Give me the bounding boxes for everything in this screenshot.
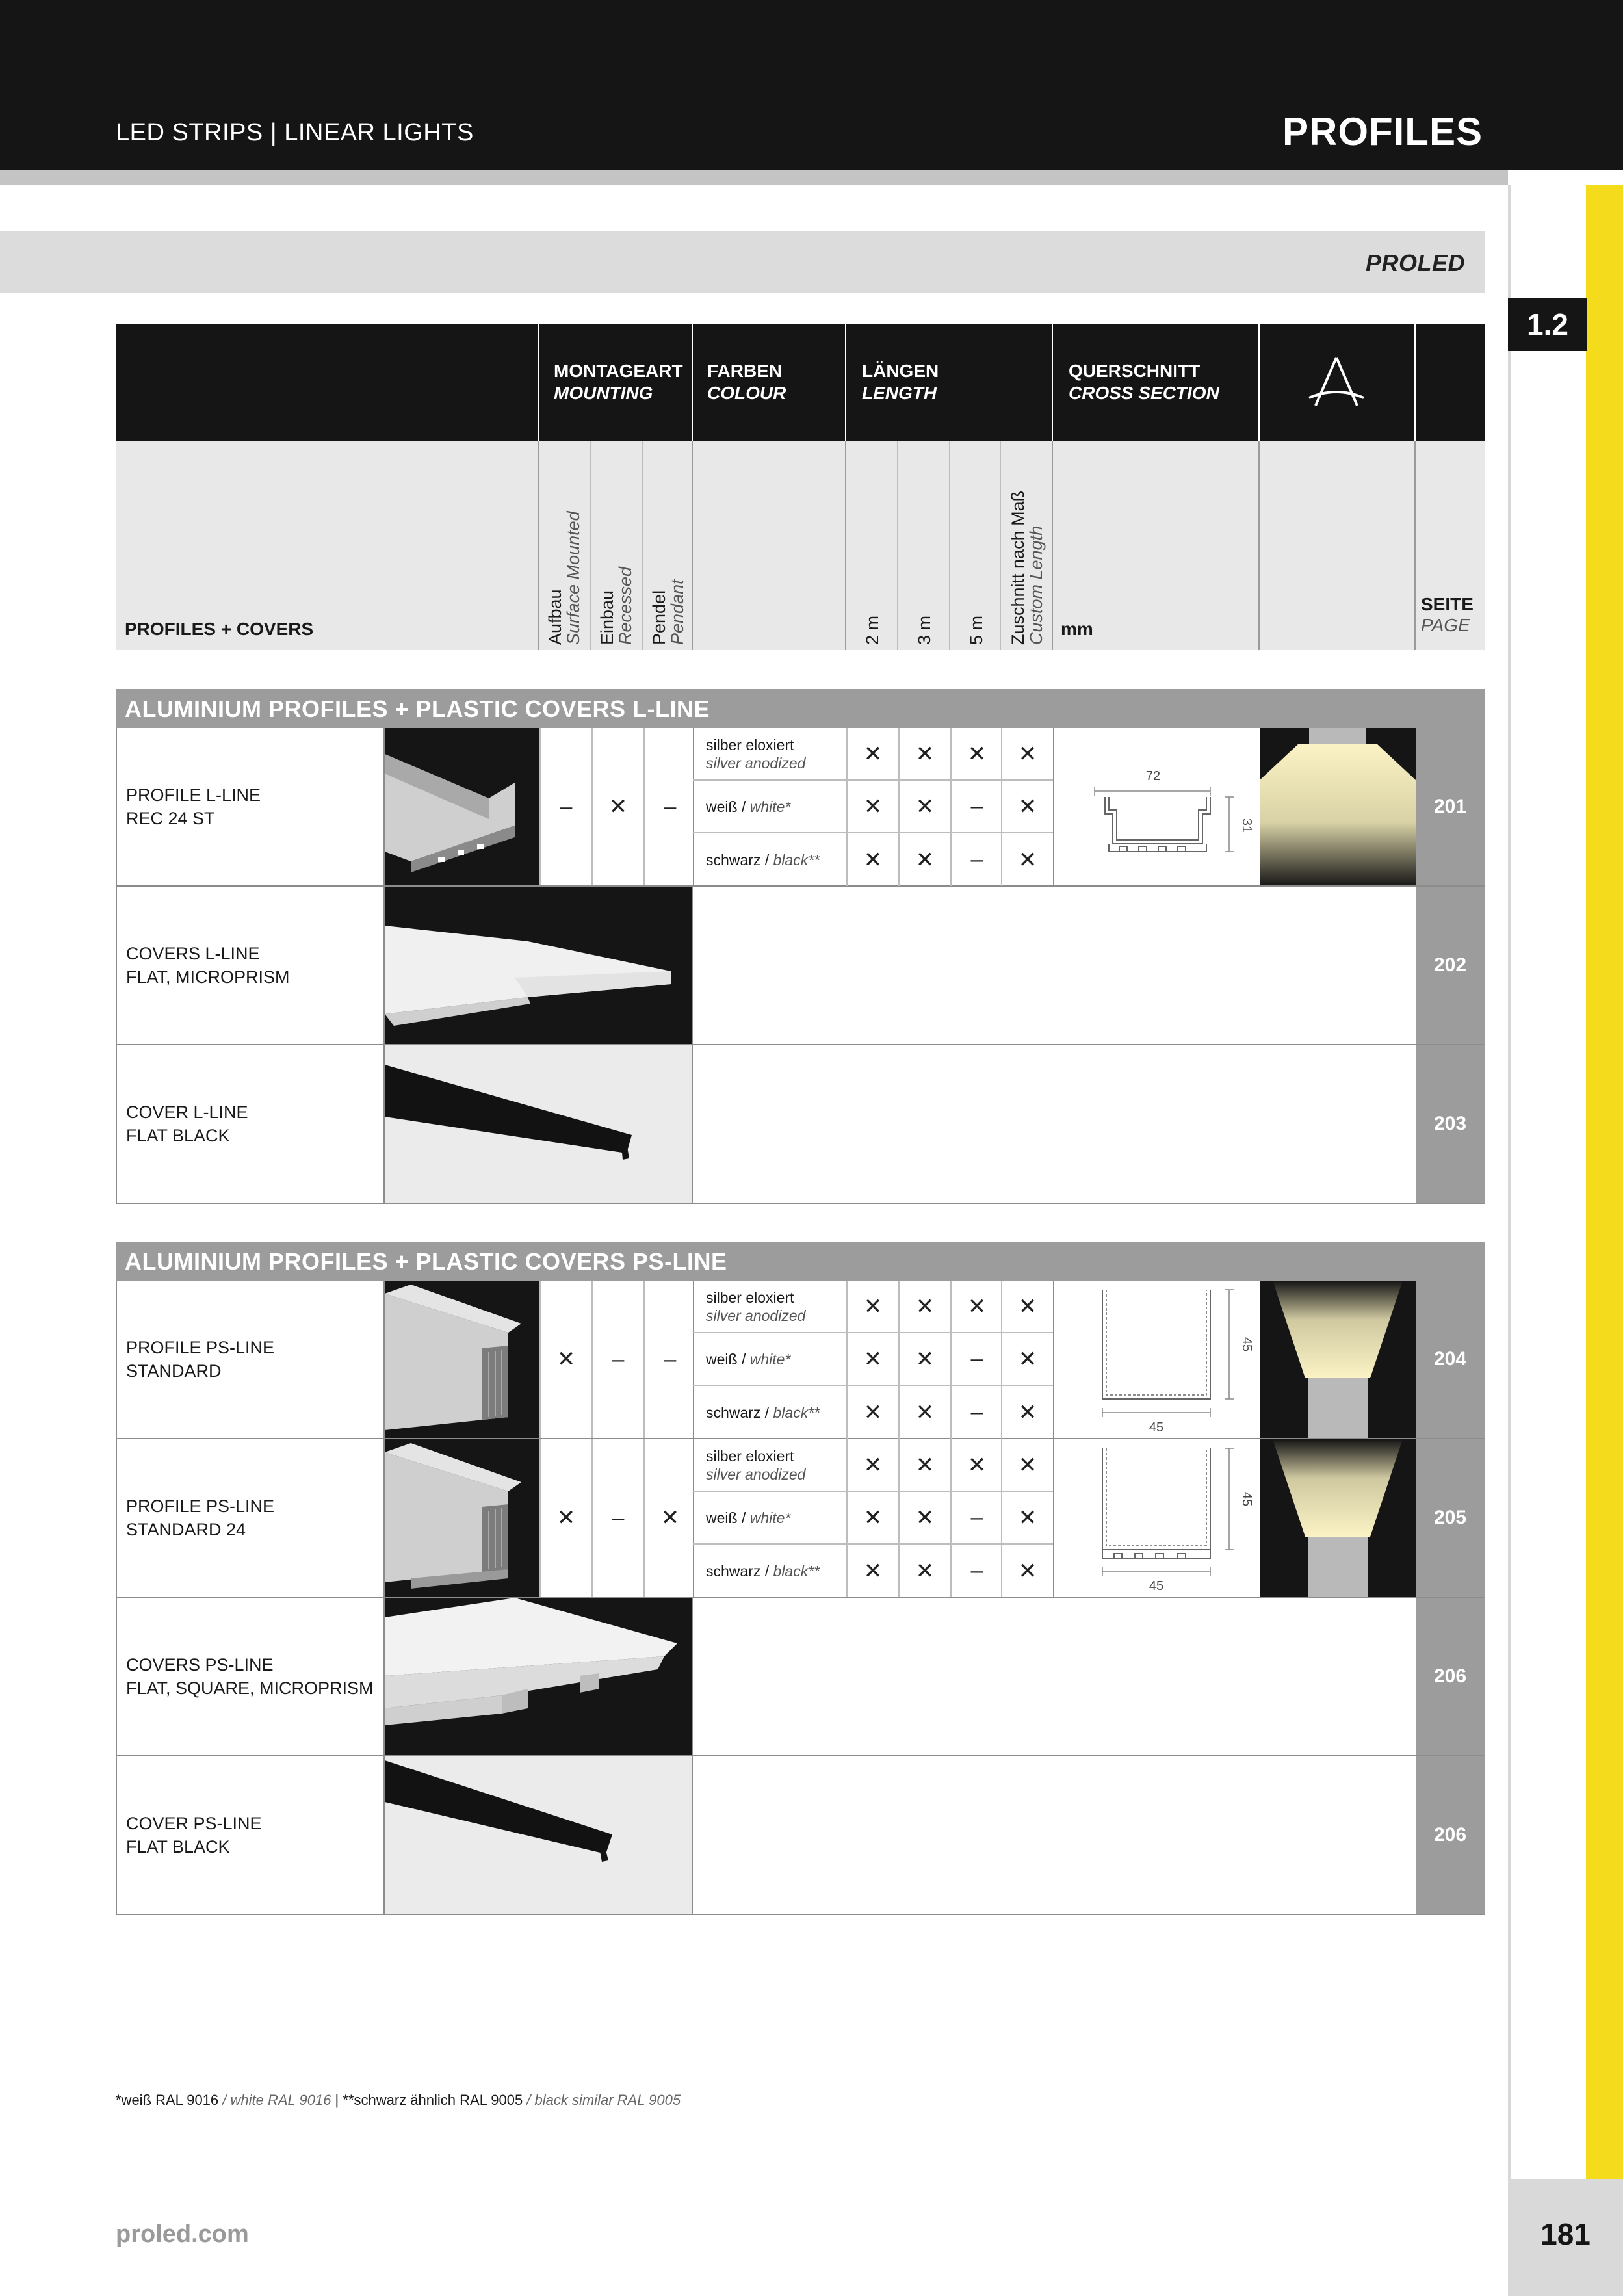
colour-row: schwarz / black** ✕ ✕ – ✕ — [693, 1545, 1053, 1597]
empty-details — [692, 887, 1416, 1044]
length-3m-label: 3 m — [915, 615, 934, 645]
product-photo — [383, 1045, 692, 1203]
mount-recessed: ✕ — [591, 728, 643, 885]
footer-website-link[interactable]: proled.com — [116, 2221, 249, 2248]
product-photo — [383, 1598, 692, 1755]
length-5m-label: 5 m — [967, 615, 986, 645]
table-row — [116, 1045, 1485, 1204]
chapter-tab: 1.2 — [1508, 298, 1587, 351]
page-reference[interactable]: 202 — [1416, 887, 1485, 1044]
page-column-label: SEITE PAGE — [1421, 594, 1474, 635]
length-2m-label: 2 m — [863, 615, 882, 645]
product-photo — [383, 728, 539, 885]
product-photo — [383, 1281, 539, 1438]
product-name: PROFILE L-LINE REC 24 ST — [126, 785, 261, 828]
table-row — [116, 887, 1485, 1045]
empty-details — [692, 1598, 1416, 1755]
mount-pendant-label: Pendel Pendant — [649, 579, 687, 645]
page-reference[interactable]: 203 — [1416, 1045, 1485, 1203]
product-name: COVER PS-LINE FLAT BLACK — [126, 1814, 262, 1857]
cross-section-drawing — [1053, 1281, 1260, 1438]
footnote: *weiß RAL 9016 / white RAL 9016 | **schwarz ähnlich RAL 9005 / black similar RAL 9005 — [116, 2092, 681, 2108]
table-row — [116, 1756, 1485, 1915]
colour-row: schwarz / black** ✕ ✕ – ✕ — [693, 833, 1053, 886]
table-row — [116, 1439, 1485, 1598]
empty-details — [692, 1756, 1416, 1914]
page-reference[interactable]: 206 — [1416, 1598, 1485, 1755]
page-reference[interactable]: 205 — [1416, 1439, 1485, 1597]
empty-details — [692, 1045, 1416, 1203]
cross-section-drawing — [1053, 728, 1260, 885]
light-distribution-image — [1260, 728, 1416, 885]
mount-recessed: – — [591, 1281, 643, 1438]
mount-recessed-label: Einbau Recessed — [597, 566, 635, 645]
colour-row: silber eloxiert silver anodized ✕ ✕ ✕ ✕ — [693, 728, 1053, 781]
brand-band — [0, 231, 1485, 293]
brand-logo: PROLED — [1365, 250, 1465, 276]
header-category: LED STRIPS | LINEAR LIGHTS — [116, 119, 474, 146]
colour-row: schwarz / black** ✕ ✕ – ✕ — [693, 1386, 1053, 1439]
colour-row: silber eloxiert silver anodized ✕ ✕ ✕ ✕ — [693, 1439, 1053, 1492]
header-underline — [0, 170, 1508, 185]
page-reference[interactable]: 206 — [1416, 1756, 1485, 1914]
table-row — [116, 1281, 1485, 1439]
length-header: LÄNGEN LENGTH — [862, 361, 939, 403]
light-distribution-image — [1260, 1281, 1416, 1438]
section-title-l-line: ALUMINIUM PROFILES + PLASTIC COVERS L-LINE — [116, 689, 1485, 729]
page-reference[interactable]: 204 — [1416, 1281, 1485, 1438]
product-name: PROFILE PS-LINE STANDARD 24 — [126, 1496, 275, 1539]
svg-text:45: 45 — [1240, 1491, 1254, 1507]
product-name: PROFILE PS-LINE STANDARD — [126, 1338, 275, 1381]
cross-section-drawing — [1053, 1439, 1260, 1597]
mount-pendant: – — [643, 728, 695, 885]
svg-text:31: 31 — [1240, 818, 1254, 833]
mount-pendant: – — [643, 1281, 695, 1438]
mount-surface: ✕ — [539, 1281, 591, 1438]
table-header — [116, 324, 1485, 441]
chapter-color-strip — [1586, 185, 1623, 2180]
svg-text:45: 45 — [1149, 1420, 1164, 1435]
page-number: 181 — [1540, 2217, 1591, 2251]
svg-text:45: 45 — [1240, 1337, 1254, 1352]
svg-text:45: 45 — [1149, 1579, 1164, 1593]
unit-label: mm — [1061, 619, 1093, 639]
mount-surface-label: Aufbau Surface Mounted — [545, 511, 583, 645]
custom-length-label: Zuschnitt nach Maß Custom Length — [1008, 490, 1046, 645]
colour-header: FARBEN COLOUR — [707, 361, 786, 403]
table-row — [116, 728, 1485, 887]
product-photo — [383, 1439, 539, 1597]
cross-section-header: QUERSCHNITT CROSS SECTION — [1069, 361, 1219, 403]
products-column-label: PROFILES + COVERS — [125, 619, 314, 639]
beam-angle-icon — [1305, 352, 1368, 411]
colour-row: silber eloxiert silver anodized ✕ ✕ ✕ ✕ — [693, 1281, 1053, 1333]
section-title-ps-line: ALUMINIUM PROFILES + PLASTIC COVERS PS-LINE — [116, 1242, 1485, 1282]
product-photo — [383, 887, 692, 1044]
svg-text:72: 72 — [1145, 769, 1161, 783]
product-name: COVERS PS-LINE FLAT, SQUARE, MICROPRISM — [126, 1655, 374, 1698]
product-photo — [383, 1756, 692, 1914]
mount-pendant: ✕ — [643, 1439, 695, 1597]
mount-recessed: – — [591, 1439, 643, 1597]
colour-row: weiß / white* ✕ ✕ – ✕ — [693, 781, 1053, 833]
product-name: COVER L-LINE FLAT BLACK — [126, 1102, 248, 1145]
table-subheader — [116, 441, 1485, 650]
colour-row: weiß / white* ✕ ✕ – ✕ — [693, 1333, 1053, 1386]
header-title: PROFILES — [1282, 110, 1483, 153]
colour-row: weiß / white* ✕ ✕ – ✕ — [693, 1492, 1053, 1545]
light-distribution-image — [1260, 1439, 1416, 1597]
mount-surface: – — [539, 728, 591, 885]
mounting-header: MONTAGEART MOUNTING — [554, 361, 683, 403]
table-row — [116, 1598, 1485, 1756]
page-reference[interactable]: 201 — [1416, 728, 1485, 885]
mount-surface: ✕ — [539, 1439, 591, 1597]
product-name: COVERS L-LINE FLAT, MICROPRISM — [126, 944, 290, 987]
